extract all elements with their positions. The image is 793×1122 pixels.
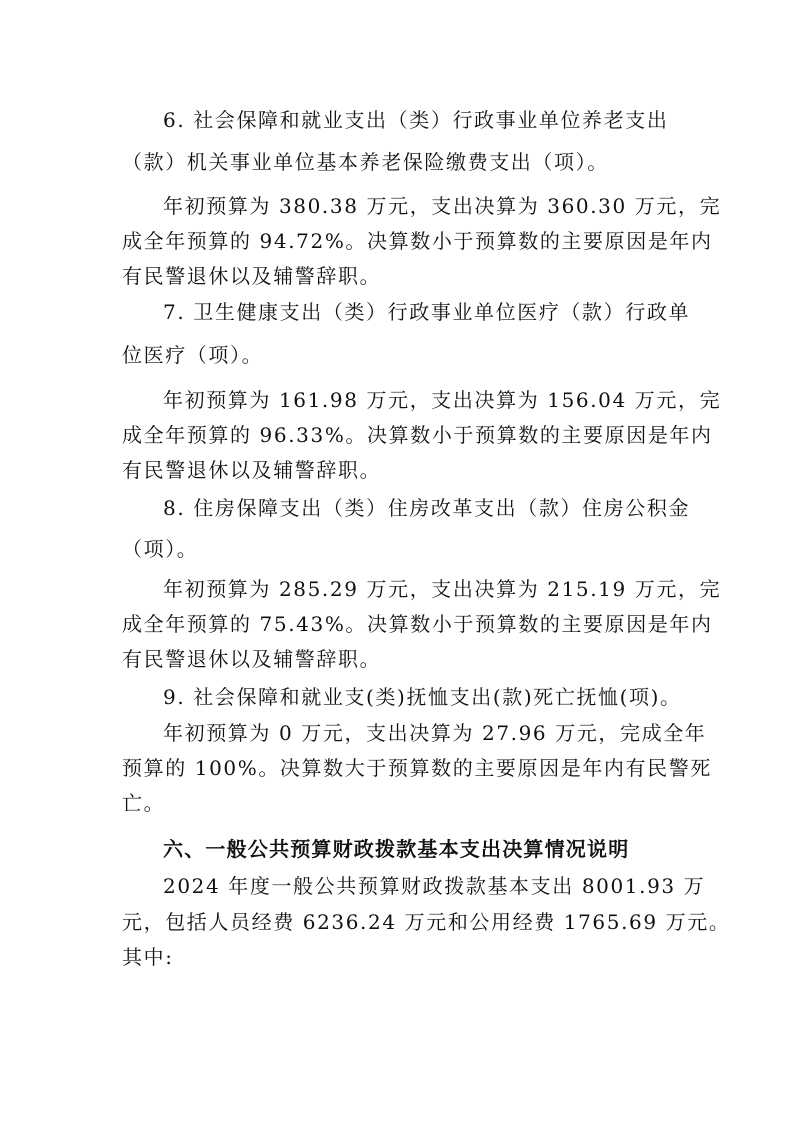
item-9-title-line-1: 9. 社会保障和就业支(类)抚恤支出(款)死亡抚恤(项)。 [163, 685, 682, 709]
section-heading: 六、一般公共预算财政拨款基本支出决算情况说明 [163, 837, 630, 861]
item-7-title-line-1: 7. 卫生健康支出（类）行政事业单位医疗（款）行政单 [163, 300, 691, 324]
item-8-body-line-2: 成全年预算的 75.43%。决算数小于预算数的主要原因是年内 [122, 612, 713, 636]
item-7-body-line-1: 年初预算为 161.98 万元，支出决算为 156.04 万元，完 [163, 388, 722, 412]
item-6-title-line-2: （款）机关事业单位基本养老保险缴费支出（项）。 [122, 150, 609, 174]
item-6-body-line-1: 年初预算为 380.38 万元，支出决算为 360.30 万元，完 [163, 194, 722, 218]
item-9-body-line-3: 亡。 [122, 791, 166, 815]
item-9-body-line-1: 年初预算为 0 万元，支出决算为 27.96 万元，完成全年 [163, 721, 707, 745]
item-6-title-line-1: 6. 社会保障和就业支出（类）行政事业单位养老支出 [163, 108, 669, 132]
item-8-body-line-1: 年初预算为 285.29 万元，支出决算为 215.19 万元，完 [163, 577, 722, 601]
item-8-title-line-1: 8. 住房保障支出（类）住房改革支出（款）住房公积金 [163, 496, 691, 520]
section-body-line-2: 元，包括人员经费 6236.24 万元和公用经费 1765.69 万元。 [122, 910, 731, 934]
item-7-body-line-2: 成全年预算的 96.33%。决算数小于预算数的主要原因是年内 [122, 423, 713, 447]
item-7-body-line-3: 有民警退休以及辅警辞职。 [122, 458, 382, 482]
section-body-line-3: 其中: [122, 945, 174, 969]
item-8-body-line-3: 有民警退休以及辅警辞职。 [122, 647, 382, 671]
item-8-title-line-2: （项）。 [122, 537, 199, 561]
item-6-body-line-3: 有民警退休以及辅警辞职。 [122, 264, 382, 288]
item-9-body-line-2: 预算的 100%。决算数大于预算数的主要原因是年内有民警死 [122, 756, 712, 780]
item-7-title-line-2: 位医疗（项）。 [122, 343, 264, 367]
item-6-body-line-2: 成全年预算的 94.72%。决算数小于预算数的主要原因是年内 [122, 229, 713, 253]
section-body-line-1: 2024 年度一般公共预算财政拨款基本支出 8001.93 万 [163, 874, 706, 898]
